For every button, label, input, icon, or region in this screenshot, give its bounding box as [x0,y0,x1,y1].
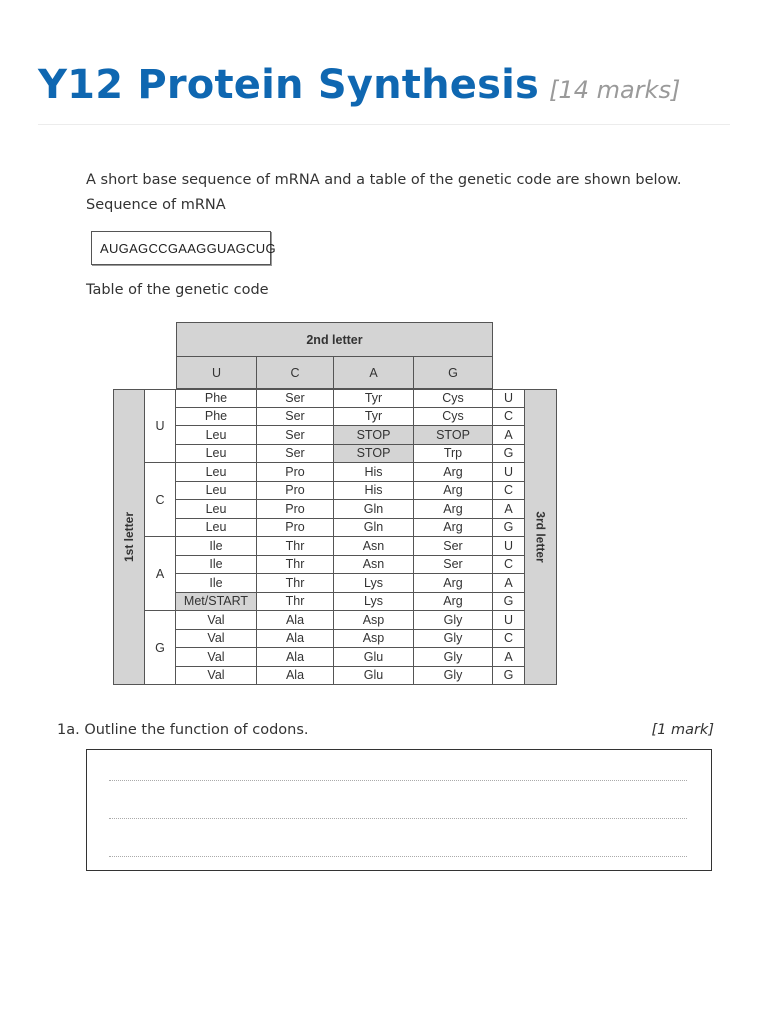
codon-cell [334,482,414,501]
third-letter-U-text: U [503,391,514,406]
question-1a-text: 1a. Outline the function of codons. [57,722,309,738]
codon-cell-text: Leu [205,520,227,535]
codon-cell [414,445,493,464]
codon-cell [334,445,414,464]
codon-cell-text: Trp [443,446,463,461]
codon-cell [334,500,414,519]
codon-cell-text: Pro [285,501,305,516]
codon-cell-text: Phe [204,391,228,406]
third-letter-C-text: C [503,631,514,646]
codon-cell-text: Ser [443,538,463,553]
first-letter-U-text: U [155,419,165,433]
first-letter-label [113,389,145,685]
codon-cell-text: Thr [285,557,305,572]
codon-cell-text: Leu [205,427,227,442]
codon-cell [334,593,414,612]
codon-cell [176,574,257,593]
codon-cell [176,389,257,408]
second-letter-G-text: G [448,365,458,380]
codon-cell-text: Cys [442,391,464,406]
codon-cell-text: Arg [443,575,463,590]
codon-cell-text: Ser [285,391,305,406]
codon-cell [176,593,257,612]
codon-cell [414,611,493,630]
third-letter-G-text: G [503,594,514,609]
third-letter-A-text: A [504,501,513,516]
codon-cell-text: Val [207,649,225,664]
codon-cell [257,537,334,556]
codon-cell [176,445,257,464]
codon-cell [257,630,334,649]
codon-cell [257,611,334,630]
codon-cell [176,630,257,649]
codon-cell [176,426,257,445]
first-letter-U [145,389,176,463]
codon-cell [414,463,493,482]
codon-cell-text: Ser [285,409,305,424]
third-letter-G [493,519,525,538]
codon-cell [176,408,257,427]
third-letter-U [493,611,525,630]
mrna-sequence-box: AUGAGCCGAAGGUAGCUG [91,231,271,265]
codon-cell-text: Arg [443,501,463,516]
sequence-label: Sequence of mRNA [86,197,226,213]
codon-cell-text: Asp [362,612,385,627]
codon-cell-text: Val [207,668,225,683]
first-letter-A [145,537,176,611]
codon-cell [257,426,334,445]
codon-cell [257,593,334,612]
third-letter-G-text: G [503,520,514,535]
codon-cell-text: Leu [205,446,227,461]
title-divider [38,124,730,125]
codon-cell-text: Pro [285,520,305,535]
table-label: Table of the genetic code [86,282,269,298]
codon-cell-text: Gly [443,612,463,627]
second-letter-A-text: A [369,365,378,380]
codon-cell [257,519,334,538]
codon-cell [414,482,493,501]
codon-cell-text: Ala [285,612,305,627]
codon-cell-text: Ala [285,649,305,664]
codon-cell-text: Ile [209,557,223,572]
third-letter-label-text: 3rd letter [533,511,548,563]
codon-cell-text: Cys [442,409,464,424]
codon-cell-text: His [364,483,383,498]
codon-cell-text: Gly [443,668,463,683]
codon-cell [414,574,493,593]
codon-cell [334,389,414,408]
codon-cell [257,574,334,593]
first-letter-G-text: G [155,640,165,655]
third-letter-U-text: U [503,538,514,553]
third-letter-A-text: A [504,575,513,590]
codon-cell-text: His [364,464,383,479]
third-letter-U-text: U [503,612,514,627]
codon-cell-text: Asn [362,538,385,553]
first-letter-C-text: C [155,492,165,507]
title-row [38,62,730,108]
codon-cell-text: Phe [204,409,228,424]
codon-cell-text: Glu [363,649,384,664]
codon-cell [257,482,334,501]
third-letter-A [493,500,525,519]
codon-cell [334,630,414,649]
codon-cell-text: Asp [362,631,385,646]
codon-cell-text: STOP [356,446,391,461]
codon-cell [257,389,334,408]
codon-cell-text: Leu [205,483,227,498]
third-letter-G [493,667,525,686]
codon-cell-text: Ser [285,446,305,461]
codon-cell [334,408,414,427]
codon-cell [176,537,257,556]
codon-cell-text: Gly [443,631,463,646]
codon-cell [334,556,414,575]
second-letter-header-text: 2nd letter [306,332,363,347]
codon-cell [334,519,414,538]
codon-cell [176,482,257,501]
codon-cell [176,556,257,575]
codon-cell-text: Lys [364,594,383,609]
third-letter-C [493,630,525,649]
second-letter-header [176,322,493,357]
third-letter-C [493,482,525,501]
codon-cell-text: Thr [285,594,305,609]
codon-cell-text: Arg [443,483,463,498]
page-title: Y12 Protein Synthesis [38,62,540,108]
first-letter-C [145,463,176,537]
codon-cell [257,667,334,686]
codon-cell [334,648,414,667]
third-letter-C [493,556,525,575]
codon-cell [414,630,493,649]
second-letter-C [257,357,334,389]
codon-cell [257,556,334,575]
answer-line[interactable] [109,856,687,857]
second-letter-C-text: C [290,365,300,380]
third-letter-C-text: C [503,483,514,498]
codon-cell [414,556,493,575]
second-letter-A [334,357,414,389]
codon-cell [414,500,493,519]
answer-line[interactable] [109,780,687,781]
codon-cell-text: Gly [443,649,463,664]
codon-cell-text: Asn [362,557,385,572]
codon-cell-text: STOP [356,427,391,442]
codon-cell-text: Glu [363,668,384,683]
codon-cell-text: Gln [363,501,384,516]
third-letter-U [493,537,525,556]
codon-cell [334,463,414,482]
codon-cell-text: Arg [443,520,463,535]
codon-cell [334,611,414,630]
total-marks: [14 marks] [549,76,681,104]
codon-cell [257,408,334,427]
codon-cell [176,667,257,686]
third-letter-U [493,463,525,482]
codon-cell-text: Pro [285,483,305,498]
third-letter-A-text: A [504,427,513,442]
codon-cell [414,426,493,445]
codon-cell-text: Thr [285,538,305,553]
codon-cell [414,389,493,408]
codon-cell-text: Lys [364,575,383,590]
question-1a-marks: [1 mark] [651,722,714,738]
codon-cell-text: Leu [205,501,227,516]
codon-cell-text: Val [207,631,225,646]
codon-cell-text: Ala [285,668,305,683]
codon-cell-text: STOP [436,427,470,442]
codon-cell-text: Arg [443,464,463,479]
answer-line[interactable] [109,818,687,819]
codon-cell [414,648,493,667]
codon-cell-text: Ser [443,557,463,572]
codon-cell-text: Ser [285,427,305,442]
codon-cell-text: Tyr [364,391,383,406]
first-letter-A-text: A [155,566,165,581]
codon-cell-text: Leu [205,464,227,479]
codon-cell-text: Tyr [364,409,383,424]
codon-cell [334,667,414,686]
third-letter-C-text: C [503,557,514,572]
second-letter-U-text: U [211,365,222,380]
third-letter-G-text: G [503,446,514,461]
second-letter-U [176,357,257,389]
third-letter-A [493,574,525,593]
codon-cell-text: Ala [285,631,305,646]
third-letter-C [493,408,525,427]
codon-cell-text: Pro [285,464,305,479]
codon-cell-text: Gln [363,520,384,535]
codon-cell-text: Val [207,612,225,627]
codon-cell [257,500,334,519]
third-letter-C-text: C [503,409,514,424]
codon-cell [176,648,257,667]
third-letter-A [493,648,525,667]
intro-text: A short base sequence of mRNA and a table of the genetic code are shown below. [86,172,682,188]
codon-cell [257,445,334,464]
codon-cell [414,408,493,427]
codon-cell [334,574,414,593]
third-letter-G [493,445,525,464]
codon-cell [176,519,257,538]
codon-cell-text: Arg [443,594,463,609]
codon-cell-text: Ile [209,538,223,553]
codon-cell-text: Thr [285,575,305,590]
codon-cell-text: Ile [209,575,223,590]
codon-cell [334,537,414,556]
codon-cell [334,426,414,445]
codon-cell [257,648,334,667]
codon-cell [176,611,257,630]
third-letter-U [493,389,525,408]
codon-cell [414,519,493,538]
first-letter-label-text: 1st letter [122,511,136,563]
codon-cell [176,463,257,482]
codon-cell [257,463,334,482]
codon-cell [414,593,493,612]
first-letter-G [145,611,176,685]
third-letter-label [525,389,557,685]
codon-cell-text: Met/START [183,594,249,609]
codon-cell [414,537,493,556]
second-letter-G [414,357,493,389]
third-letter-G-text: G [503,668,514,683]
third-letter-U-text: U [503,464,514,479]
third-letter-G [493,593,525,612]
third-letter-A-text: A [504,649,513,664]
codon-cell [414,667,493,686]
answer-box-1a[interactable] [86,749,712,871]
third-letter-A [493,426,525,445]
codon-cell [176,500,257,519]
